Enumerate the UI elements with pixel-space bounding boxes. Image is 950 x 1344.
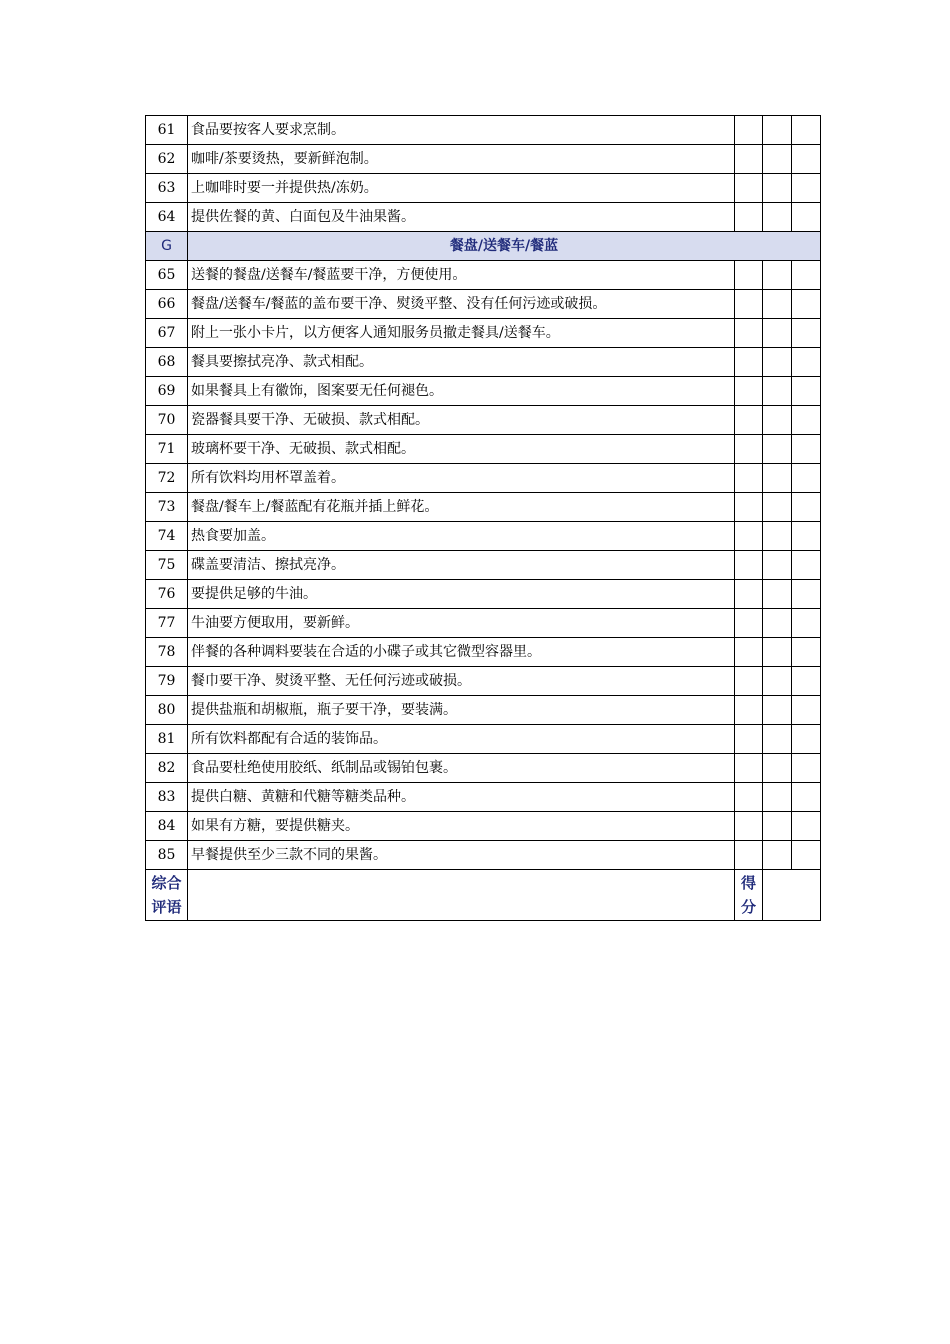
section-code: G: [146, 232, 188, 261]
item-number: 74: [146, 522, 188, 551]
check-cell-3[interactable]: [792, 493, 821, 522]
section-header: [146, 232, 821, 261]
check-cell-1[interactable]: [735, 841, 763, 870]
score-field[interactable]: [763, 870, 821, 921]
check-cell-2[interactable]: [763, 464, 792, 493]
check-cell-2[interactable]: [763, 609, 792, 638]
item-number: 82: [146, 754, 188, 783]
table-row: [146, 754, 821, 783]
check-cell-3[interactable]: [792, 638, 821, 667]
check-cell-2[interactable]: [763, 522, 792, 551]
score-label-line1: 得: [740, 874, 756, 892]
item-description: 提供佐餐的黄、白面包及牛油果酱。: [188, 203, 735, 232]
check-cell-3[interactable]: [792, 841, 821, 870]
check-cell-3[interactable]: [792, 696, 821, 725]
check-cell-3[interactable]: [792, 203, 821, 232]
comment-label-line2: 评语: [151, 898, 182, 916]
item-number: 83: [146, 783, 188, 812]
item-number: 70: [146, 406, 188, 435]
check-cell-3[interactable]: [792, 609, 821, 638]
check-cell-1[interactable]: [735, 145, 763, 174]
item-description: 热食要加盖。: [188, 522, 735, 551]
table-row: [146, 609, 821, 638]
check-cell-3[interactable]: [792, 464, 821, 493]
check-cell-3[interactable]: [792, 319, 821, 348]
item-description: 如果有方糖，要提供糖夹。: [188, 812, 735, 841]
item-description: 如果餐具上有徽饰，图案要无任何褪色。: [188, 377, 735, 406]
check-cell-2[interactable]: [763, 638, 792, 667]
table-row: [146, 812, 821, 841]
check-cell-2[interactable]: [763, 377, 792, 406]
table-row: [146, 377, 821, 406]
check-cell-1[interactable]: [735, 696, 763, 725]
comment-label: [146, 870, 188, 921]
item-description: 早餐提供至少三款不同的果酱。: [188, 841, 735, 870]
check-cell-1[interactable]: [735, 754, 763, 783]
item-number: 79: [146, 667, 188, 696]
item-number: 78: [146, 638, 188, 667]
table-row: [146, 638, 821, 667]
item-number: 76: [146, 580, 188, 609]
item-description: 上咖啡时要一并提供热/冻奶。: [188, 174, 735, 203]
check-cell-3[interactable]: [792, 812, 821, 841]
check-cell-1[interactable]: [735, 609, 763, 638]
item-description: 餐具要擦拭亮净、款式相配。: [188, 348, 735, 377]
item-description: 餐盘/餐车上/餐蓝配有花瓶并插上鲜花。: [188, 493, 735, 522]
check-cell-2[interactable]: [763, 174, 792, 203]
item-number: 77: [146, 609, 188, 638]
item-number: 73: [146, 493, 188, 522]
check-cell-1[interactable]: [735, 551, 763, 580]
check-cell-2[interactable]: [763, 290, 792, 319]
check-cell-3[interactable]: [792, 174, 821, 203]
item-number: 67: [146, 319, 188, 348]
check-cell-1[interactable]: [735, 725, 763, 754]
score-label: [735, 870, 763, 921]
table-row: [146, 493, 821, 522]
item-number: 85: [146, 841, 188, 870]
check-cell-1[interactable]: [735, 580, 763, 609]
item-description: 瓷器餐具要干净、无破损、款式相配。: [188, 406, 735, 435]
table-row: [146, 580, 821, 609]
check-cell-2[interactable]: [763, 667, 792, 696]
item-description: 附上一张小卡片，以方便客人通知服务员撤走餐具/送餐车。: [188, 319, 735, 348]
check-cell-2[interactable]: [763, 493, 792, 522]
table-row: [146, 203, 821, 232]
table-row: [146, 696, 821, 725]
check-cell-2[interactable]: [763, 203, 792, 232]
item-description: 送餐的餐盘/送餐车/餐蓝要干净，方便使用。: [188, 261, 735, 290]
table-row: [146, 145, 821, 174]
check-cell-2[interactable]: [763, 754, 792, 783]
check-cell-1[interactable]: [735, 319, 763, 348]
check-cell-2[interactable]: [763, 319, 792, 348]
check-cell-2[interactable]: [763, 841, 792, 870]
check-cell-1[interactable]: [735, 348, 763, 377]
check-cell-3[interactable]: [792, 406, 821, 435]
table-row: [146, 406, 821, 435]
item-description: 食品要按客人要求烹制。: [188, 116, 735, 145]
check-cell-1[interactable]: [735, 522, 763, 551]
check-cell-1[interactable]: [735, 406, 763, 435]
check-cell-1[interactable]: [735, 290, 763, 319]
section-title: 餐盘/送餐车/餐蓝: [188, 232, 821, 261]
item-description: 要提供足够的牛油。: [188, 580, 735, 609]
check-cell-1[interactable]: [735, 638, 763, 667]
table-row: [146, 348, 821, 377]
check-cell-2[interactable]: [763, 725, 792, 754]
check-cell-2[interactable]: [763, 348, 792, 377]
item-description: 碟盖要清洁、擦拭亮净。: [188, 551, 735, 580]
check-cell-1[interactable]: [735, 116, 763, 145]
check-cell-1[interactable]: [735, 667, 763, 696]
check-cell-2[interactable]: [763, 783, 792, 812]
item-description: 玻璃杯要干净、无破损、款式相配。: [188, 435, 735, 464]
item-number: 71: [146, 435, 188, 464]
check-cell-3[interactable]: [792, 145, 821, 174]
table-row: [146, 725, 821, 754]
item-number: 80: [146, 696, 188, 725]
check-cell-2[interactable]: [763, 261, 792, 290]
item-number: 75: [146, 551, 188, 580]
check-cell-3[interactable]: [792, 435, 821, 464]
check-cell-2[interactable]: [763, 812, 792, 841]
check-cell-3[interactable]: [792, 290, 821, 319]
check-cell-2[interactable]: [763, 551, 792, 580]
item-number: 72: [146, 464, 188, 493]
item-number: 63: [146, 174, 188, 203]
item-description: 食品要杜绝使用胶纸、纸制品或锡铂包裹。: [188, 754, 735, 783]
check-cell-1[interactable]: [735, 464, 763, 493]
check-cell-3[interactable]: [792, 725, 821, 754]
item-number: 61: [146, 116, 188, 145]
item-number: 69: [146, 377, 188, 406]
item-description: 牛油要方便取用，要新鲜。: [188, 609, 735, 638]
check-cell-2[interactable]: [763, 145, 792, 174]
item-number: 62: [146, 145, 188, 174]
item-description: 餐巾要干净、熨烫平整、无任何污迹或破损。: [188, 667, 735, 696]
check-cell-1[interactable]: [735, 203, 763, 232]
table-row: [146, 290, 821, 319]
check-cell-3[interactable]: [792, 551, 821, 580]
check-cell-1[interactable]: [735, 783, 763, 812]
checklist-rows-after: [146, 261, 821, 870]
item-description: 伴餐的各种调料要装在合适的小碟子或其它微型容器里。: [188, 638, 735, 667]
table-row: [146, 522, 821, 551]
item-number: 84: [146, 812, 188, 841]
checklist-rows-before: [146, 116, 821, 232]
table-row: [146, 667, 821, 696]
table-row: [146, 319, 821, 348]
check-cell-1[interactable]: [735, 261, 763, 290]
check-cell-1[interactable]: [735, 377, 763, 406]
check-cell-2[interactable]: [763, 435, 792, 464]
item-number: 68: [146, 348, 188, 377]
table-row: [146, 174, 821, 203]
item-description: 提供白糖、黄糖和代糖等糖类品种。: [188, 783, 735, 812]
item-number: 66: [146, 290, 188, 319]
check-cell-3[interactable]: [792, 522, 821, 551]
check-cell-3[interactable]: [792, 116, 821, 145]
check-cell-2[interactable]: [763, 580, 792, 609]
item-description: 咖啡/茶要烫热，要新鲜泡制。: [188, 145, 735, 174]
item-number: 65: [146, 261, 188, 290]
check-cell-3[interactable]: [792, 783, 821, 812]
item-number: 81: [146, 725, 188, 754]
check-cell-3[interactable]: [792, 580, 821, 609]
table-row: [146, 551, 821, 580]
table-row: [146, 841, 821, 870]
comment-field[interactable]: [188, 870, 735, 921]
check-cell-1[interactable]: [735, 812, 763, 841]
comment-label-line1: 综合: [151, 874, 182, 892]
check-cell-1[interactable]: [735, 435, 763, 464]
score-label-line2: 分: [740, 898, 756, 916]
check-cell-3[interactable]: [792, 754, 821, 783]
check-cell-3[interactable]: [792, 348, 821, 377]
item-description: 所有饮料都配有合适的装饰品。: [188, 725, 735, 754]
check-cell-3[interactable]: [792, 377, 821, 406]
table-row: [146, 783, 821, 812]
table-row: [146, 261, 821, 290]
item-description: 提供盐瓶和胡椒瓶，瓶子要干净，要装满。: [188, 696, 735, 725]
table-footer: [146, 870, 821, 921]
check-cell-3[interactable]: [792, 667, 821, 696]
checklist-table: [145, 115, 821, 921]
table-row: [146, 116, 821, 145]
table-row: [146, 435, 821, 464]
item-number: 64: [146, 203, 188, 232]
check-cell-1[interactable]: [735, 174, 763, 203]
check-cell-2[interactable]: [763, 696, 792, 725]
check-cell-3[interactable]: [792, 261, 821, 290]
table-row: [146, 464, 821, 493]
check-cell-2[interactable]: [763, 116, 792, 145]
check-cell-1[interactable]: [735, 493, 763, 522]
item-description: 餐盘/送餐车/餐蓝的盖布要干净、熨烫平整、没有任何污迹或破损。: [188, 290, 735, 319]
item-description: 所有饮料均用杯罩盖着。: [188, 464, 735, 493]
check-cell-2[interactable]: [763, 406, 792, 435]
